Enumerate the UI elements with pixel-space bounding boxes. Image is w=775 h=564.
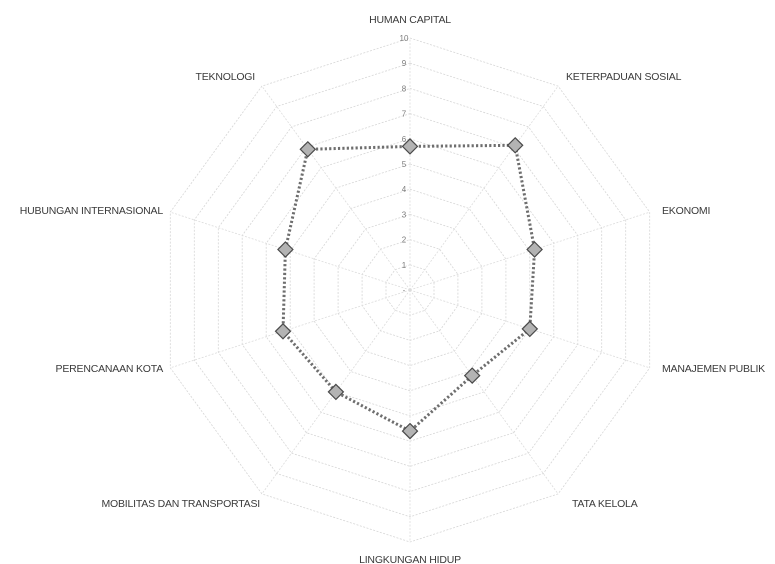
series-layer bbox=[276, 138, 543, 439]
spoke-10 bbox=[262, 86, 410, 290]
tick-label: 1 bbox=[401, 260, 407, 270]
spoke-5 bbox=[410, 290, 558, 494]
data-point-marker bbox=[522, 321, 537, 336]
axis-label: HUMAN CAPITAL bbox=[369, 14, 451, 26]
axis-label: EKONOMI bbox=[662, 205, 711, 217]
data-point-marker bbox=[276, 324, 291, 339]
radar-grid bbox=[170, 38, 649, 542]
axis-label: MANAJEMEN PUBLIK bbox=[662, 363, 765, 375]
tick-label: 2 bbox=[401, 235, 407, 245]
data-point-marker bbox=[328, 384, 343, 399]
axis-label: LINGKUNGAN HIDUP bbox=[359, 554, 461, 564]
tick-label: 7 bbox=[401, 109, 407, 119]
tick-label: 10 bbox=[399, 34, 409, 43]
axis-label: TEKNOLOGI bbox=[195, 71, 255, 83]
tick-label: 3 bbox=[401, 210, 407, 220]
axis-labels bbox=[20, 14, 765, 564]
tick-label: 4 bbox=[401, 185, 407, 195]
tick-label: - bbox=[402, 286, 406, 295]
series-line bbox=[283, 145, 535, 431]
tick-label: 6 bbox=[401, 134, 407, 144]
axis-label: TATA KELOLA bbox=[572, 498, 638, 510]
axis-label: KETERPADUAN SOSIAL bbox=[566, 71, 682, 83]
tick-label: 5 bbox=[401, 160, 407, 169]
data-point-marker bbox=[300, 142, 315, 157]
axis-label: HUBUNGAN INTERNASIONAL bbox=[19, 205, 163, 217]
data-point-marker bbox=[527, 242, 542, 257]
radial-tick-labels bbox=[400, 34, 409, 295]
axis-label: PERENCANAAN KOTA bbox=[55, 363, 163, 375]
spoke-2 bbox=[410, 86, 558, 290]
axis-label: MOBILITAS DAN TRANSPORTASI bbox=[101, 498, 260, 510]
data-point-marker bbox=[508, 138, 523, 153]
tick-label: 9 bbox=[401, 59, 407, 69]
tick-label: 8 bbox=[401, 84, 407, 94]
data-point-marker bbox=[278, 242, 293, 257]
